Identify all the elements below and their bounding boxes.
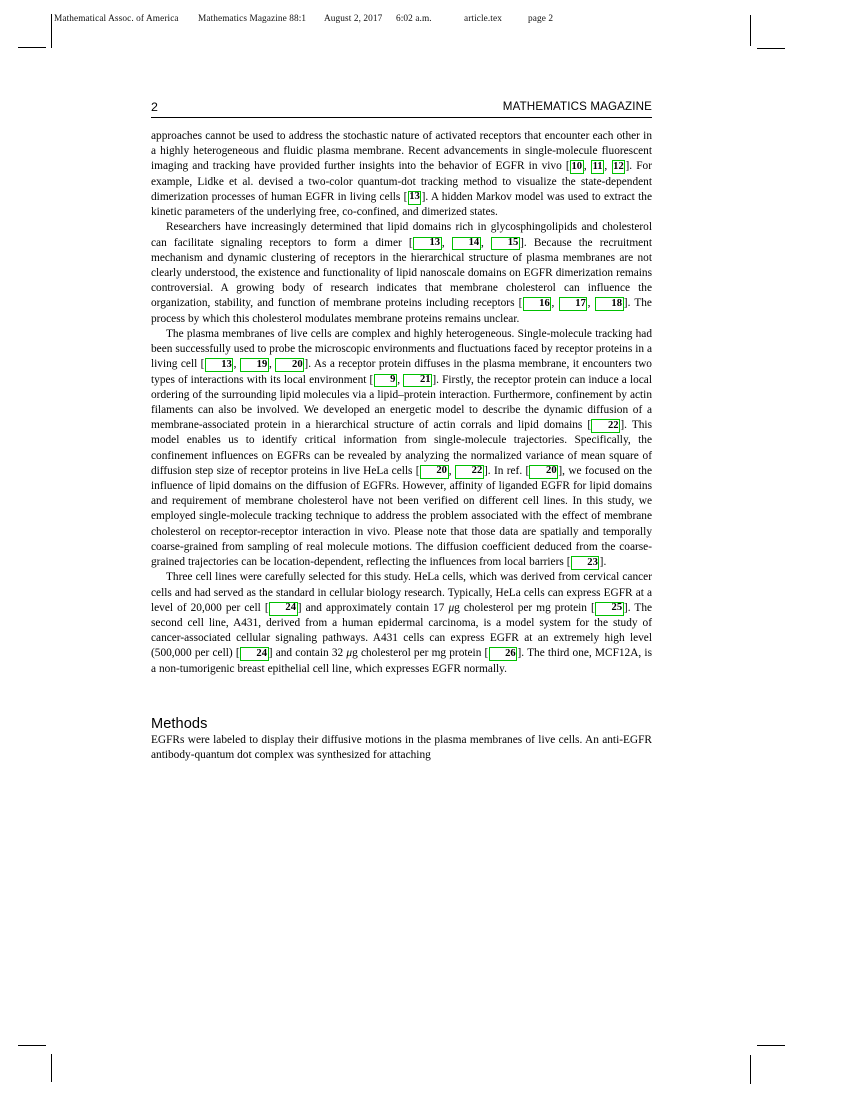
paragraph-2-text-a: Researchers have increasingly determined that lipid domains rich in glycosphingolipids and cholesterol can facilitate signaling receptors to form a dimer [ [151, 221, 652, 249]
slug-date: August 2, 2017 [324, 14, 383, 24]
sep: , [448, 464, 455, 477]
section-heading-methods: Methods [151, 715, 208, 732]
citation-12[interactable]: 12 [612, 160, 626, 174]
paragraph-4-text-a: Three cell lines were carefully selected for this study. HeLa cells, which was derived from cervical cancer cells and had served as the standard in cellular biology research. Typically, HeLa cells can express EGFR at a level of 20,000 per cell [ [151, 571, 652, 614]
crop-mark-bottom-right-vertical [750, 1055, 751, 1084]
citation-24[interactable]: 24 [240, 647, 269, 661]
citation-13[interactable]: 13 [205, 358, 234, 372]
citation-24[interactable]: 24 [269, 602, 298, 616]
paragraph-3-text-f: ], we focused on the influence of lipid domains on the diffusion of EGFRs. However, affinity of liganded EGFR for lipid domains and requirement of membrane cholesterol have not been verified on different cell lines. In this study, we employed single-molecule tracking technique to address the problem associated with the effect of membrane cholesterol on receptor-receptor interaction in vivo. Please note that those data are spatially and temporally coarse-grained from sampling of real molecule motions. The diffusion coefficient deduced from the coarse-grained trajectories can be location-dependent, reflecting the influences from local barriers [ [151, 464, 652, 569]
citation-20[interactable]: 20 [275, 358, 304, 372]
citation-22[interactable]: 22 [455, 465, 484, 479]
slug-publisher: Mathematical Assoc. of America [54, 14, 179, 24]
paragraph-2-text-c: ]. The process by which this cholesterol modulates membrane proteins remains unclear. [151, 297, 652, 325]
sep: , [480, 236, 491, 249]
paragraph-1-text-b: ]. For example, Lidke et al. devised a two-color quantum-dot tracking method to visualize the state-dependent dimerization processes of human EGFR in living cells [ [151, 160, 653, 203]
page-content-area [151, 100, 652, 763]
citation-17[interactable]: 17 [559, 297, 588, 311]
citation-25[interactable]: 25 [595, 602, 624, 616]
paragraph-4-text-c: g cholesterol per mg protein [ [454, 601, 595, 614]
crop-mark-top-left-vertical [51, 14, 52, 48]
paragraph-3-text-b: ]. As a receptor protein diffuses in the plasma membrane, it encounters two types of interactions with its local environment [ [151, 358, 652, 386]
slug-filename: article.tex [464, 14, 502, 24]
citation-10[interactable]: 10 [570, 160, 584, 174]
paragraph-4-text-d: ]. The second cell line, A431, derived from a human epidermal carcinoma, is a model system for the study of cancer-associated cellular signaling pathways. A431 cells can express EGFR at an extremely high level (500,000 per cell) [ [151, 601, 653, 660]
page-title: MATHEMATICS MAGAZINE [502, 100, 652, 113]
paragraph-1 [151, 129, 652, 220]
citation-15[interactable]: 15 [491, 237, 520, 251]
citation-26[interactable]: 26 [489, 647, 518, 661]
paragraph-1-text-a: approaches cannot be used to address the stochastic nature of activated receptors that encounter each other in a highly heterogeneous and fluidic plasma membrane. Recent advancements in single-molecule fluorescent imaging and tracking have provided further insights into the behavior of EGFR in vivo [ [151, 130, 652, 173]
sep: , [604, 160, 612, 173]
proof-slug-line [54, 13, 754, 25]
citation-11[interactable]: 11 [591, 160, 604, 174]
citation-20[interactable]: 20 [420, 465, 449, 479]
paragraph-2-text-b: ]. Because the recruitment mechanism and dynamic clustering of receptors in the hierarchical structure of plasma membranes are not clearly understood, the existence and functionality of lipid nanoscale domains on EGFR dimerization remains controversial. A growing body of research indicates that membrane cholesterol can influence the organization, stability, and function of membrane proteins including receptors [ [151, 236, 652, 310]
citation-19[interactable]: 19 [240, 358, 269, 372]
paragraph-4 [151, 570, 652, 677]
crop-mark-top-right-horizontal [757, 48, 785, 49]
paragraph-3-text-d: ]. This model enables us to identify critical information from single-molecule trajectories. Specifically, the confinement influences on EGFRs can be revealed by analyzing the normalized variance of mean square of diffusion step size of receptor proteins in live HeLa cells [ [151, 419, 652, 477]
paragraph-4-text-b: ] and approximately contain 17 [297, 601, 449, 614]
sep: , [583, 160, 591, 173]
paragraph-2 [151, 220, 652, 327]
paragraph-5: EGFRs were labeled to display their diffusive motions in the plasma membranes of live cells. An anti-EGFR antibody-quantum dot complex was synthesized for attaching [151, 733, 652, 762]
citation-20[interactable]: 20 [529, 465, 558, 479]
slug-journal: Mathematics Magazine 88:1 [198, 14, 307, 24]
slug-page-number: page 2 [528, 14, 554, 24]
paragraph-3-text-g: ]. [599, 556, 607, 569]
paragraph-4-text-g: ]. The third one, MCF12A, is a non-tumorigenic breast epithelial cell line, which expresses EGFR normally. [151, 647, 652, 675]
citation-18[interactable]: 18 [595, 297, 624, 311]
page-folio: 2 [151, 100, 158, 114]
sep: , [269, 358, 276, 371]
citation-14[interactable]: 14 [452, 237, 481, 251]
citation-22[interactable]: 22 [591, 419, 620, 433]
paragraph-4-text-e: ] and contain 32 [268, 647, 347, 660]
sep: , [397, 373, 404, 386]
sep: , [587, 297, 595, 310]
crop-mark-top-left-horizontal [18, 47, 46, 48]
paragraph-3-text-c: ]. Firstly, the receptor protein can induce a local ordering of the surrounding lipid molecules via a lipid–protein interaction. Furthermore, confinement by actin filaments can also be involved. We developed an energetic model to describe the dynamic diffusion of a membrane-associated protein in a hierarchical structure of actin corrals and lipid domains [ [151, 373, 652, 432]
crop-mark-bottom-left-horizontal [18, 1045, 46, 1046]
citation-13[interactable]: 13 [408, 191, 422, 205]
crop-mark-bottom-left-vertical [51, 1054, 52, 1082]
running-head [151, 100, 652, 118]
paragraph-1-text-c: ]. A hidden Markov model was used to extract the kinetic parameters of the underlying free, co-confined, and dimerized states. [151, 190, 652, 219]
sep: , [441, 236, 452, 249]
citation-9[interactable]: 9 [374, 374, 397, 388]
paragraph-3-text-a: The plasma membranes of live cells are complex and highly heterogeneous. Single-molecule tracking had been successfully used to probe the microscopic environments and fluctuations faced by receptor proteins in a living cell [ [151, 327, 652, 371]
paragraph-4-text-f: g cholesterol per mg protein [ [352, 647, 489, 660]
crop-mark-bottom-right-horizontal [757, 1045, 785, 1046]
paragraph-3-text-e: ]. In ref. [ [484, 464, 530, 477]
sep: , [551, 297, 559, 310]
sep: , [233, 358, 240, 371]
citation-23[interactable]: 23 [571, 556, 600, 570]
citation-13[interactable]: 13 [413, 237, 442, 251]
mu-symbol: μ [448, 601, 455, 614]
paragraph-3 [151, 327, 652, 571]
mu-symbol: μ [346, 647, 353, 660]
citation-16[interactable]: 16 [523, 297, 552, 311]
citation-21[interactable]: 21 [403, 374, 432, 388]
slug-time: 6:02 a.m. [396, 14, 432, 24]
body-text [151, 129, 652, 763]
